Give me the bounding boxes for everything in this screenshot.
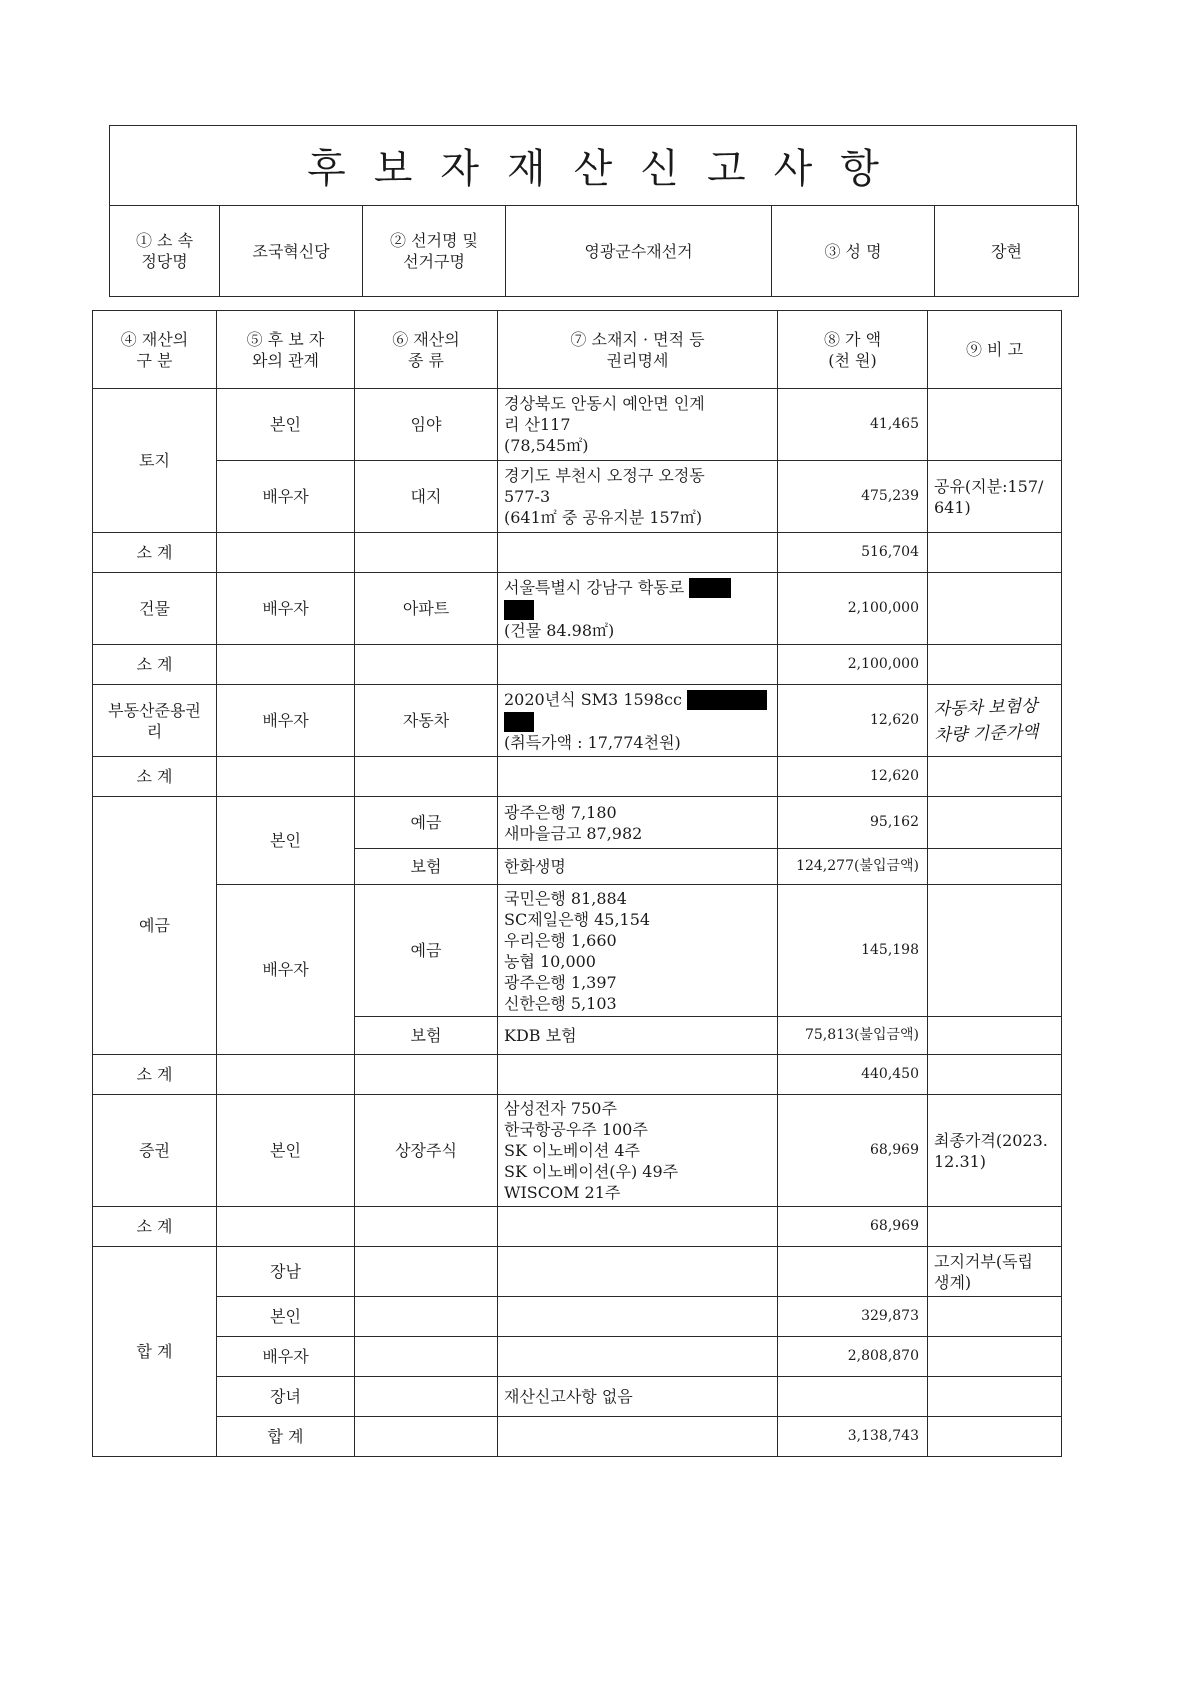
land-detail-1: 경상북도 안동시 예안면 인계 리 산117 (78,545㎡) [498, 389, 778, 461]
name-label: ③ 성 명 [772, 206, 935, 297]
total-detail-3: 재산신고사항 없음 [498, 1377, 778, 1417]
land-detail-2: 경기도 부천시 오정구 오정동 577-3 (641㎡ 중 공유지분 157㎡) [498, 461, 778, 533]
total-value-0 [778, 1247, 928, 1297]
total-note-0: 고지거부(독립 생계) [928, 1247, 1062, 1297]
building-relation: 배우자 [217, 573, 355, 645]
total-relation-4: 합 계 [217, 1417, 355, 1457]
land-kind-1: 임야 [355, 389, 498, 461]
total-detail-0 [498, 1247, 778, 1297]
right-subtotal-label: 소 계 [93, 757, 217, 797]
redaction-bar [504, 600, 534, 620]
col-header-kind: ⑥ 재산의 종 류 [355, 311, 498, 389]
col-header-value: ⑧ 가 액 (천 원) [778, 311, 928, 389]
land-relation-2: 배우자 [217, 461, 355, 533]
asset-table [92, 310, 1062, 1457]
col-header-category: ④ 재산의 구 분 [93, 311, 217, 389]
deposit-self-detail: 광주은행 7,180 새마을금고 87,982 [498, 797, 778, 849]
securities-subtotal-label: 소 계 [93, 1207, 217, 1247]
deposit-self-value: 95,162 [778, 797, 928, 849]
building-category: 건물 [93, 573, 217, 645]
deposit-spouse-value: 145,198 [778, 885, 928, 1017]
securities-kind: 상장주식 [355, 1095, 498, 1207]
securities-note: 최종가격(2023. 12.31) [928, 1095, 1062, 1207]
redaction-bar [687, 690, 767, 710]
redaction-bar [689, 578, 731, 598]
land-value-2: 475,239 [778, 461, 928, 533]
insurance-spouse-value: 75,813(불입금액) [778, 1017, 928, 1055]
right-subtotal: 12,620 [778, 757, 928, 797]
deposit-spouse-kind: 예금 [355, 885, 498, 1017]
building-kind: 아파트 [355, 573, 498, 645]
building-detail-line1: 서울특별시 강남구 학동로 [504, 577, 685, 597]
election-label: ② 선거명 및 선거구명 [363, 206, 506, 297]
insurance-spouse-detail: KDB 보험 [498, 1017, 778, 1055]
redaction-bar [504, 712, 534, 732]
total-value-1: 329,873 [778, 1297, 928, 1337]
securities-relation: 본인 [217, 1095, 355, 1207]
insurance-spouse-kind: 보험 [355, 1017, 498, 1055]
land-subtotal: 516,704 [778, 533, 928, 573]
total-note-4 [928, 1417, 1062, 1457]
total-relation-3: 장녀 [217, 1377, 355, 1417]
building-detail [498, 573, 778, 645]
deposit-category: 예금 [93, 797, 217, 1055]
total-detail-1 [498, 1297, 778, 1337]
right-detail-line1: 2020년식 SM3 1598cc [504, 689, 682, 709]
building-value: 2,100,000 [778, 573, 928, 645]
right-value: 12,620 [778, 685, 928, 757]
deposit-self-kind: 예금 [355, 797, 498, 849]
total-value-2: 2,808,870 [778, 1337, 928, 1377]
right-detail [498, 685, 778, 757]
building-detail-line3: (건물 84.98㎡) [504, 620, 615, 640]
total-note-2 [928, 1337, 1062, 1377]
building-subtotal: 2,100,000 [778, 645, 928, 685]
party-label: ① 소 속 정당명 [110, 206, 220, 297]
securities-subtotal: 68,969 [778, 1207, 928, 1247]
total-note-3 [928, 1377, 1062, 1417]
building-subtotal-label: 소 계 [93, 645, 217, 685]
land-kind-2: 대지 [355, 461, 498, 533]
land-note-1 [928, 389, 1062, 461]
land-category: 토지 [93, 389, 217, 533]
securities-category: 증권 [93, 1095, 217, 1207]
election-value: 영광군수재선거 [506, 206, 772, 297]
land-note-2: 공유(지분:157/ 641) [928, 461, 1062, 533]
land-relation-1: 본인 [217, 389, 355, 461]
insurance-self-kind: 보험 [355, 849, 498, 885]
col-header-note: ⑨ 비 고 [928, 311, 1062, 389]
right-note [928, 685, 1062, 757]
insurance-self-detail: 한화생명 [498, 849, 778, 885]
right-detail-line3: (취득가액 : 17,774천원) [504, 732, 681, 752]
total-category: 합 계 [93, 1247, 217, 1457]
right-kind: 자동차 [355, 685, 498, 757]
handwritten-note: 자동차 보험상 차량 기준가액 [933, 695, 1039, 746]
header-table [109, 205, 1079, 297]
party-value: 조국혁신당 [220, 206, 363, 297]
land-value-1: 41,465 [778, 389, 928, 461]
col-header-detail: ⑦ 소재지 · 면적 등 권리명세 [498, 311, 778, 389]
grand-total-value: 3,138,743 [778, 1417, 928, 1457]
deposit-spouse-relation: 배우자 [217, 885, 355, 1055]
right-relation: 배우자 [217, 685, 355, 757]
right-category: 부동산준용권 리 [93, 685, 217, 757]
total-detail-4 [498, 1417, 778, 1457]
insurance-self-value: 124,277(불입금액) [778, 849, 928, 885]
total-relation-2: 배우자 [217, 1337, 355, 1377]
total-relation-1: 본인 [217, 1297, 355, 1337]
deposit-subtotal: 440,450 [778, 1055, 928, 1095]
securities-detail: 삼성전자 750주 한국항공우주 100주 SK 이노베이션 4주 SK 이노베이션(우) 49주 WISCOM 21주 [498, 1095, 778, 1207]
securities-value: 68,969 [778, 1095, 928, 1207]
land-subtotal-label: 소 계 [93, 533, 217, 573]
page-title: 후보자재산신고사항 [109, 125, 1077, 205]
total-value-3 [778, 1377, 928, 1417]
total-relation-0: 장남 [217, 1247, 355, 1297]
total-note-1 [928, 1297, 1062, 1337]
col-header-relation: ⑤ 후 보 자 와의 관계 [217, 311, 355, 389]
name-value: 장현 [935, 206, 1079, 297]
deposit-self-relation: 본인 [217, 797, 355, 885]
deposit-spouse-detail: 국민은행 81,884 SC제일은행 45,154 우리은행 1,660 농협 10,000 광주은행 1,397 신한은행 5,103 [498, 885, 778, 1017]
deposit-subtotal-label: 소 계 [93, 1055, 217, 1095]
total-detail-2 [498, 1337, 778, 1377]
